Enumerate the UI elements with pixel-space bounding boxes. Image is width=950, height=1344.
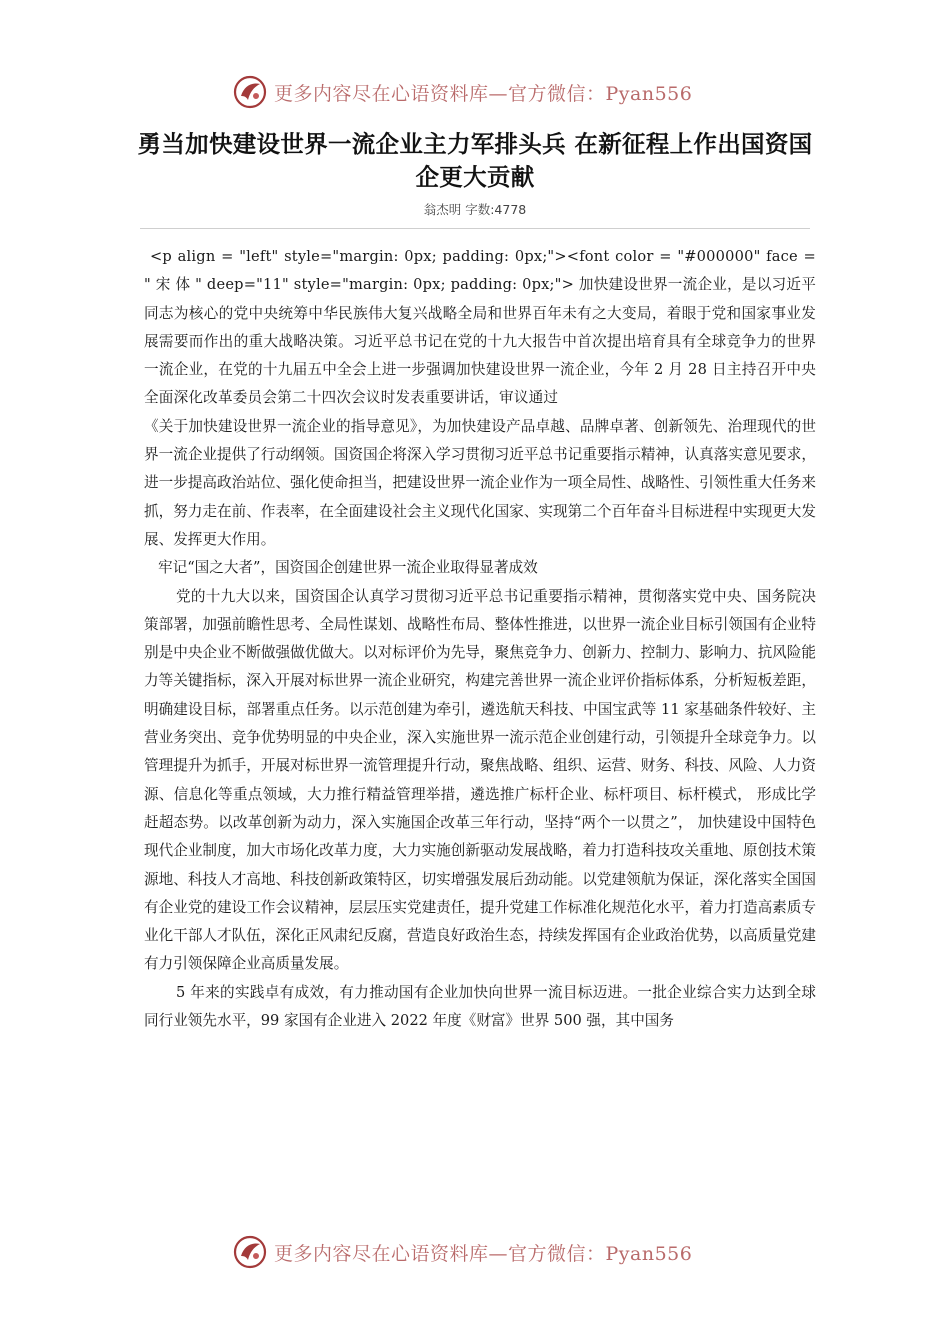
banner-text: 更多内容尽在心语资料库—官方微信：Pyan556 [274,82,693,105]
title-divider [140,228,810,229]
paragraph: 5 年来的实践卓有成效，有力推动国有企业加快向世界一流目标迈进。一批企业综合实力达到全球同行业领先水平，99 家国有企业进入 2022 年度《财富》世界 500 强，其中国务 [144,983,816,1030]
brand-logo-icon [232,1234,268,1270]
article-body [144,243,816,1035]
footer-banner [232,1232,732,1272]
banner-text: 更多内容尽在心语资料库—官方微信：Pyan556 [274,1242,693,1265]
brand-logo-icon [232,74,268,110]
section-heading: 牢记“国之大者”，国资国企创建世界一流企业取得显著成效 [158,559,538,577]
paragraph: 党的十九大以来，国资国企认真学习贯彻习近平总书记重要指示精神，贯彻落实党中央、国务院决策部署，加强前瞻性思考、全局性谋划、战略性布局、整体性推进，以世界一流企业目标引领国有企业特别是中央企业不断做强做优做大。以对标评价为先导，聚焦竞争力、创新力、控制力、影响力、抗风险能力等关键指标，深入开展对标世界一流企业研究，构建完善世界一流企业评价指标体系，分析短板差距，明确建设目标，部署重点任务。以示范创建为牵引，遴选航天科技、中国宝武等 11 家基础条件较好、主营业务突出、竞争优势明显的中央企业，深入实施世界一流示范企业创建行动，引领提升全球竞争力。以管理提升为抓手，开展对标世界一流管理提升行动，聚焦战略、组织、运营、财务、科技、风险、人力资源、信息化等重点领域，大力推行精益管理举措，遴选推广标杆企业、标杆项目、标杆模式， 形成比学赶超态势。以改革创新为动力，深入实施国企改革三年行动，坚持“两个一以贯之”， 加快建设中国特色现代企业制度，加大市场化改革力度，大力实施创新驱动发展战略，着力打造科技攻关重地、原创技术策源地、科技人才高地、科技创新政策特区，切实增强发展后劲动能。以党建领航为保证，深化落实全国国有企业党的建设工作会议精神，层层压实党建责任，提升党建工作标准化规范化水平，着力打造高素质专业化干部人才队伍，深化正风肃纪反腐，营造良好政治生态，持续发挥国有企业政治优势，以高质量党建有力引领保障企业高质量发展。 [144,587,816,973]
article-title: 勇当加快建设世界一流企业主力军排头兵 在新征程上作出国资国企更大贡献 [137,130,813,191]
paragraph: <p align = "left" style="margin: 0px; padding: 0px;"><font color = "#000000" face = " 宋 体 " deep="11" style="margin: 0px; padding: 0px;"> 加快建设世界一流企业，是以习近平同志为核心的党中央统筹中华民族伟大复兴战略全局和世界百年未有之大变局，着眼于党和国家事业发展需要而作出的重大战略决策。习近平总书记在党的十九大报告中首次提出培育具有全球竞争力的世界一流企业，在党的十九届五中全会上进一步强调加快建设世界一流企业，今年 2 月 28 日主持召开中央全面深化改革委员会第二十四次会议时发表重要讲话，审议通过 [144,248,816,407]
article-byline: 翁杰明 字数:4778 [423,202,527,217]
header-banner [232,72,732,112]
paragraph: 《关于加快建设世界一流企业的指导意见》，为加快建设产品卓越、品牌卓著、创新领先、治理现代的世界一流企业提供了行动纲领。国资国企将深入学习贯彻习近平总书记重要指示精神，认真落实意见要求，进一步提高政治站位、强化使命担当，把建设世界一流企业作为一项全局性、战略性、引领性重大任务来抓，努力走在前、作表率，在全面建设社会主义现代化国家、实现第二个百年奋斗目标进程中实现更大发展、发挥更大作用。 [144,417,816,548]
